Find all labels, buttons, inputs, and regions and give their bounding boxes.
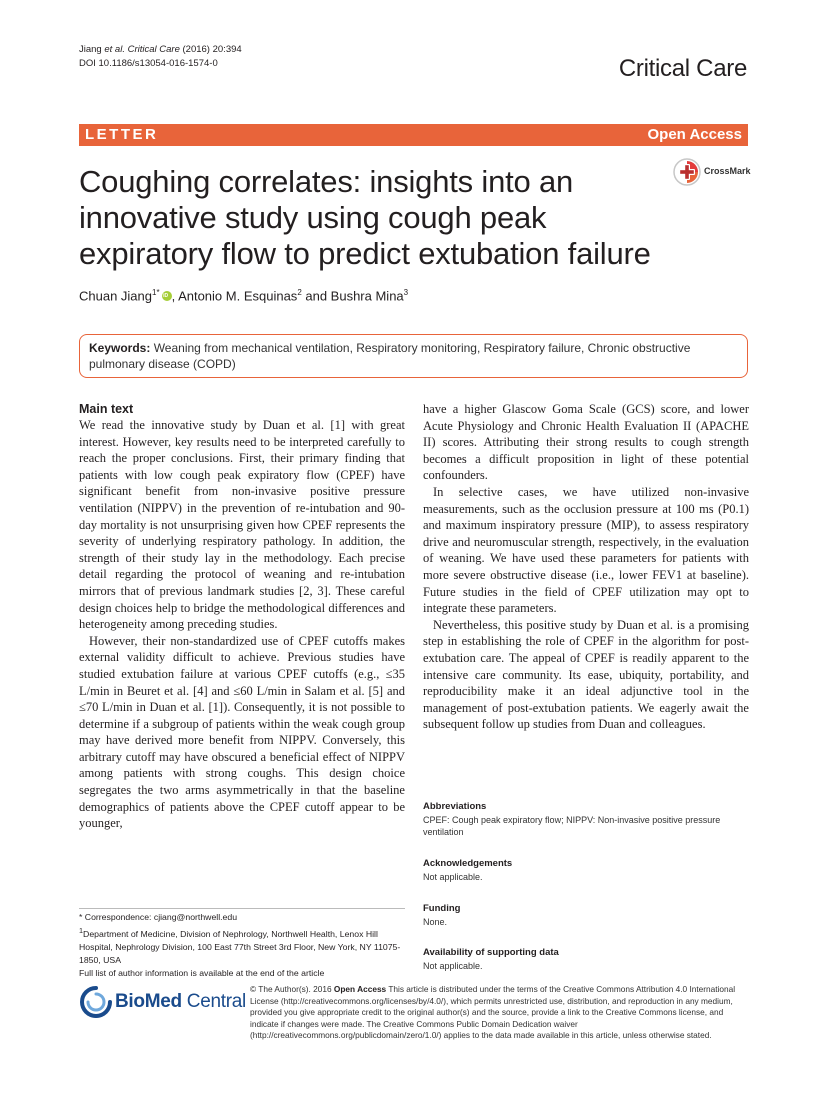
author-sup: 3 <box>403 288 409 297</box>
keywords-box <box>79 334 748 378</box>
abbreviations-heading: Abbreviations <box>423 801 487 812</box>
logo-bold-text: BioMed <box>115 991 182 1012</box>
journal-name: Critical Care <box>618 55 747 82</box>
abbreviations-text: CPEF: Cough peak expiratory flow; NIPPV: Non-invasive positive pressure ventilation <box>423 815 721 837</box>
article-type-banner <box>79 124 748 146</box>
footnote <box>79 911 409 980</box>
crossmark-label: CrossMark <box>704 166 751 176</box>
availability-heading: Availability of supporting data <box>423 947 559 958</box>
acknowledgements-heading: Acknowledgements <box>423 858 513 869</box>
keywords-text: Weaning from mechanical ventilation, Respiratory monitoring, Respiratory failure, Chronic obstructive pulmonary disease (COPD) <box>89 341 691 371</box>
author-info-note: Full list of author information is available at the end of the article <box>79 967 325 978</box>
author-list <box>79 288 408 303</box>
orcid-icon[interactable] <box>162 291 172 301</box>
section-heading: Main text <box>79 402 134 416</box>
funding-heading: Funding <box>423 903 461 914</box>
paragraph: In selective cases, we have utilized non-invasive measurements, such as the occlusion pressure at 100 ms (P0.1) and maximum inspiratory pressure (MIP), to assess respiratory drive and neuromuscular strength, respectively, in the evaluation of weaning. We have used these parameters for patients with more severe obstructive disease (i.e., lower FEV1 at baseline). Future studies in the field of CPEF utilization may opt to integrate these parameters. <box>423 484 749 616</box>
doi[interactable]: DOI 10.1186/s13054-016-1574-0 <box>79 58 218 69</box>
body-column-left <box>79 401 405 832</box>
logo-light-text: Central <box>181 991 246 1012</box>
availability-section <box>423 947 749 972</box>
acknowledgements-text: Not applicable. <box>423 872 483 882</box>
citation-header <box>79 43 242 71</box>
license-text: © The Author(s). 2016 Open Access This article is distributed under the terms of the Creative Commons Attribution 4.0 International License (http://creativecommons.org/licenses/by/4.0/), which permits unrestricted use, distribution, and reproduction in any medium, provided you give appropriate credit to the original author(s) and the source, provide a link to the Creative Commons license, and indicate if changes were made. The Creative Commons Public Domain Dedication waiver (http://creativecommons.org/publicdomain/zero/1.0/) applies to the data made available in this article, unless otherwise stated. <box>250 984 736 1040</box>
body-column-right <box>423 401 749 733</box>
paragraph: However, their non-standardized use of CPEF cutoffs makes external validity difficult to achieve. Previous studies have studied extubation failure at various CPEF cutoffs (e.g., ≤35 L/min in Beuret et al. [4] and ≤60 L/min in Salam et al. [5] and ≤70 L/min in Duan et al. [1]). Consequently, it is not possible to determine if a subgroup of patients within the weak cough group may have derived more benefit from NIPPV. Conversely, this arbitrary cutoff may have obscured a beneficial effect of NIPPV among patients with strong coughs. This design choice segregates the two arms asymmetrically in that the baseline demographics of patients above the CPEF cutoff appear to be younger, <box>79 633 405 831</box>
funding-text: None. <box>423 917 448 927</box>
affiliation: $^1$Department of Medicine, Division of Nephrology, Northwell Health, Lenox Hill Hospital, Nephrology Division, 100 East 77th Street 3rd Floor, New York, NY 11075-1850, USA <box>79 926 401 965</box>
author-name[interactable]: Chuan Jiang <box>79 288 152 304</box>
affiliation-sup: 1 <box>79 926 84 935</box>
article-type: LETTER <box>85 126 159 143</box>
open-access-label: Open Access <box>647 126 742 143</box>
keywords-label: Keywords: <box>89 341 151 355</box>
author-sup: 1* <box>152 288 160 297</box>
author-name[interactable]: and Bushra Mina <box>301 288 404 304</box>
author-name[interactable]: , Antonio M. Esquinas <box>171 288 298 304</box>
paragraph: have a higher Glascow Goma Scale (GCS) score, and lower Acute Physiology and Chronic Health Evaluation II (APACHE II) scores. Attributing their strong results to cough strength becomes a difficult proposition in light of these potential confounders. <box>423 402 749 483</box>
paragraph: Nevertheless, this positive study by Duan et al. is a promising step in establishing the role of CPEF in the algorithm for post-extubation care. The appeal of CPEF is readily apparent to the intensive care community. Its ease, ubiquity, portability, and reproducibility make it an ideal adjunctive tool in the management of post-extubation patients. We eagerly await the subsequent follow up studies from Duan and colleagues. <box>423 617 749 732</box>
abbreviations-section <box>423 801 749 838</box>
paragraph: We read the innovative study by Duan et al. [1] with great interest. However, key results need to be interpreted carefully to reach the proper conclusions. First, their primary finding that patients with low cough peak expiratory flow (CPEF) have significant benefit from non-invasive positive pressure ventilation (NIPPV) in the prevention of re-intubation and 90-day mortality is not unsurprising given how CPEF represents the severity of underlying respiratory pathology. In addition, the strength of their study lay in the methodology. Each precise detail regarding the protocol of weaning and re-intubation mirrors that of previous landmark studies [2, 3]. These careful design choices help to bridge the methodological differences and heterogeneity among preceding studies. <box>79 418 405 632</box>
article-title: Coughing correlates: insights into an innovative study using cough peak expiratory flow to predict extubation failure <box>79 164 651 271</box>
crossmark-badge[interactable] <box>673 158 753 188</box>
correspondence[interactable]: * Correspondence: cjiang@northwell.edu <box>79 912 238 922</box>
availability-text: Not applicable. <box>423 961 483 971</box>
acknowledgements-section <box>423 858 749 883</box>
biomed-central-swirl-icon <box>79 985 113 1019</box>
footnote-divider <box>79 908 405 909</box>
citation-line: Jiang et al. Critical Care (2016) 20:394 <box>79 44 242 55</box>
biomed-central-logo[interactable] <box>79 985 246 1021</box>
funding-section <box>423 903 749 928</box>
author-sup: 2 <box>297 288 302 297</box>
